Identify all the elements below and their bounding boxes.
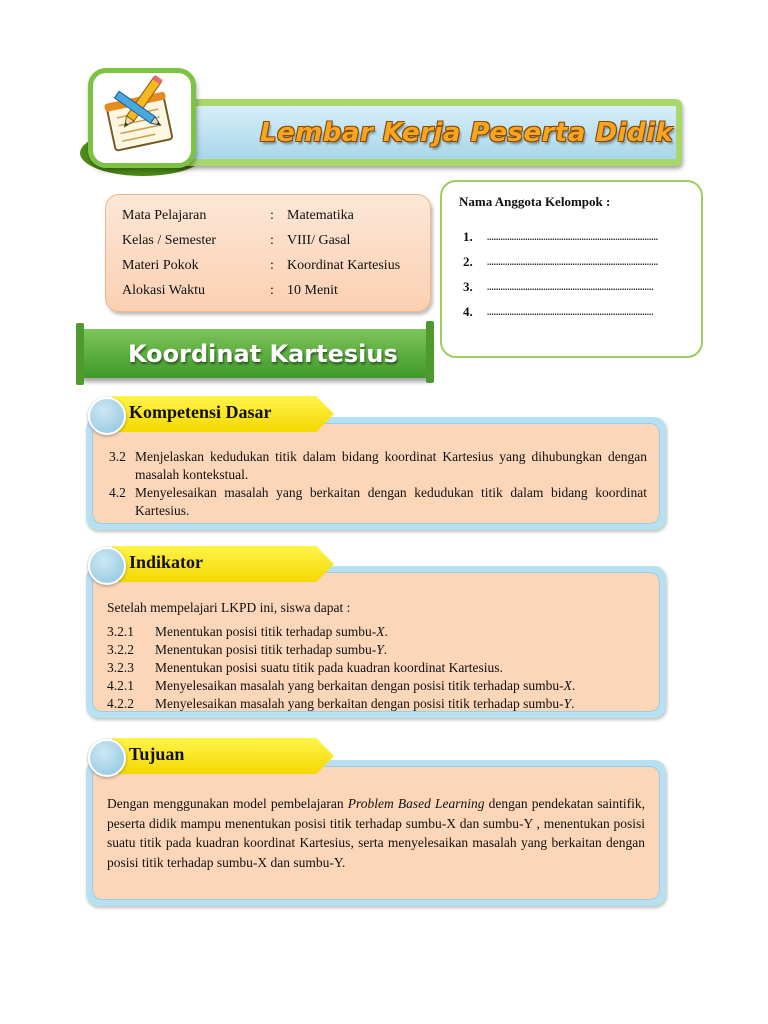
kompetensi-dasar-title: Kompetensi Dasar — [129, 402, 272, 422]
indikator-number: 3.2.2 — [107, 642, 134, 657]
member-number: 3. — [463, 278, 473, 294]
info-row-topic — [122, 253, 430, 278]
indikator-end: . — [571, 678, 576, 693]
indikator-item — [107, 623, 647, 641]
tujuan-content — [92, 766, 660, 900]
info-colon: : — [270, 207, 274, 223]
indikator-title: Indikator — [129, 552, 204, 572]
info-label: Mata Pelajaran — [122, 207, 207, 223]
indikator-content — [92, 572, 660, 712]
kompetensi-dasar-content — [92, 423, 660, 524]
kd-text: Menjelaskan kedudukan titik dalam bidang koordinat Kartesius yang dihubungkan dengan masalah kontekstual. — [135, 449, 647, 482]
tujuan-text — [107, 794, 645, 872]
kompetensi-dasar-panel — [86, 417, 666, 530]
member-row[interactable] — [459, 249, 701, 274]
group-members-box — [440, 180, 703, 358]
indikator-variable: Y — [563, 696, 572, 711]
circle-bullet-icon — [88, 547, 126, 585]
section-title-banner — [80, 329, 430, 378]
indikator-text-main: Menentukan posisi titik terhadap sumbu- — [155, 624, 377, 639]
info-colon: : — [270, 257, 274, 273]
info-row-class — [122, 228, 430, 253]
circle-bullet-icon — [88, 397, 126, 435]
tujuan-text-italic: Problem Based Learning — [347, 796, 485, 811]
info-value: Matematika — [287, 207, 354, 223]
title-banner — [176, 99, 682, 166]
indikator-text — [155, 677, 575, 695]
member-name-line[interactable]: ............................................................................ — [487, 231, 658, 242]
kd-number: 4.2 — [109, 485, 126, 500]
indikator-text-main: Menyelesaikan masalah yang berkaitan dengan posisi titik terhadap sumbu- — [155, 678, 564, 693]
info-value: 10 Menit — [287, 282, 338, 298]
indikator-text — [155, 641, 387, 659]
info-row-subject — [122, 203, 430, 228]
kd-item — [109, 484, 647, 520]
indikator-number: 4.2.2 — [107, 696, 134, 711]
tujuan-panel — [86, 760, 666, 906]
info-value: Koordinat Kartesius — [287, 257, 401, 273]
tujuan-title: Tujuan — [129, 744, 185, 764]
worksheet-title: Lembar Kerja Peserta Didik — [260, 117, 674, 148]
indikator-text — [155, 695, 575, 713]
indikator-end: . — [571, 696, 575, 711]
info-label: Alokasi Waktu — [122, 282, 205, 298]
group-members-title: Nama Anggota Kelompok : — [459, 194, 611, 209]
member-number: 2. — [463, 253, 473, 269]
member-row[interactable] — [459, 224, 701, 249]
kd-item — [109, 448, 647, 484]
circle-bullet-icon — [88, 739, 126, 777]
indikator-variable: X — [376, 624, 385, 639]
lesson-info-box — [105, 194, 431, 312]
info-value: VIII/ Gasal — [287, 232, 351, 248]
member-number: 1. — [463, 228, 473, 244]
indikator-number: 3.2.1 — [107, 624, 134, 639]
indikator-text-main: Menentukan posisi titik terhadap sumbu- — [155, 642, 377, 657]
indikator-number: 4.2.1 — [107, 678, 134, 693]
pencil-notepad-svg — [93, 73, 191, 163]
indikator-item — [107, 641, 647, 659]
info-colon: : — [270, 232, 274, 248]
indikator-variable: X — [563, 678, 572, 693]
kd-text: Menyelesaikan masalah yang berkaitan dengan kedudukan titik dalam bidang koordinat Kartesius. — [135, 485, 647, 518]
info-label: Kelas / Semester — [122, 232, 217, 248]
member-name-line[interactable]: .......................................................................... — [487, 306, 654, 317]
member-row[interactable] — [459, 274, 701, 299]
pencil-notepad-icon — [88, 68, 196, 168]
member-name-line[interactable]: .......................................................................... — [487, 281, 654, 292]
tujuan-text-before: Dengan menggunakan model pembelajaran — [107, 796, 348, 811]
indikator-item — [107, 659, 647, 677]
info-colon: : — [270, 282, 274, 298]
info-row-time — [122, 278, 430, 303]
indikator-intro: Setelah mempelajari LKPD ini, siswa dapat : — [107, 600, 351, 615]
tujuan-text-after: dengan pendekatan saintifik, peserta didik mampu menentukan posisi titik terhadap sumbu-X dan sumbu-Y , menentukan posisi suatu titik pada kuadran koordinat Kartesius, serta menyelesaikan masalah yang berkaitan dengan posisi titik terhadap sumbu-X dan sumbu-Y. — [107, 796, 645, 870]
member-row[interactable] — [459, 299, 701, 324]
indikator-variable: Y — [376, 642, 384, 657]
indikator-text — [155, 659, 503, 677]
indikator-text — [155, 623, 388, 641]
indikator-item — [107, 695, 647, 713]
section-title: Koordinat Kartesius — [128, 339, 398, 368]
indikator-item — [107, 677, 647, 695]
member-number: 4. — [463, 303, 473, 319]
title-banner-inner — [182, 106, 676, 159]
kd-number: 3.2 — [109, 449, 126, 464]
member-name-line[interactable]: ............................................................................ — [487, 256, 658, 267]
indikator-number: 3.2.3 — [107, 660, 134, 675]
indikator-text-main: Menyelesaikan masalah yang berkaitan dengan posisi titik terhadap sumbu- — [155, 696, 564, 711]
indikator-panel — [86, 566, 666, 718]
info-label: Materi Pokok — [122, 257, 199, 273]
indikator-end: . — [383, 642, 388, 657]
indikator-end: . — [384, 624, 388, 639]
indikator-text-main: Menentukan posisi suatu titik pada kuadran koordinat Kartesius. — [155, 660, 503, 675]
